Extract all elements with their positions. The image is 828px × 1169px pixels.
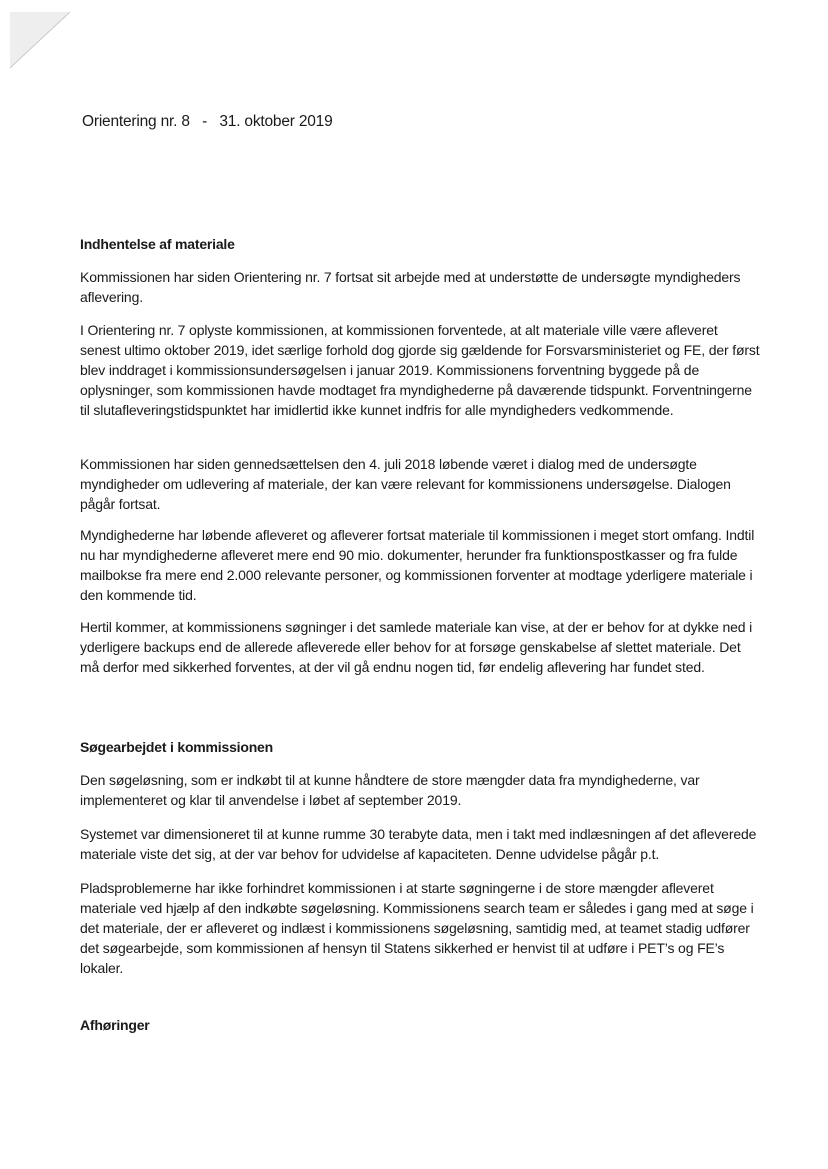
paragraph: I Orientering nr. 7 oplyste kommissionen, at kommissionen forventede, at alt materiale ville være afleveret senest ultimo oktober 2019, idet særlige forhold dog gjorde sig gældende for Forsvarsministeriet og FE, der først blev inddraget i kommissionsundersøgelsen i januar 2019. Kommissionens forventning byggede på de oplysninger, som kommissionen havde modtaget fra myndighederne på daværende tidspunkt. Forventningerne til slutafleveringstidspunktet har imidlertid ikke kunnet indfris for alle myndigheders vedkommende. xyxy=(80,322,760,418)
section-heading-afhoeringer: Afhøringer xyxy=(80,1017,150,1033)
header-separator: - xyxy=(202,113,208,130)
paragraph: Hertil kommer, at kommissionens søgninger i det samlede materiale kan vise, at der er behov for at dykke ned i yderligere backups end de allerede afleverede eller behov for at forsøge genskabelse af slettet materiale. Det må derfor med sikkerhed forventes, at der vil gå endnu nogen tid, før endelig aflevering har fundet sted. xyxy=(80,619,753,675)
paragraph: Kommissionen har siden gennedsættelsen den 4. juli 2018 løbende været i dialog med de undersøgte myndigheder om udlevering af materiale, der kan være relevant for kommissionens undersøgelse. Dialogen pågår fortsat. xyxy=(80,456,731,512)
document-date: 31. oktober 2019 xyxy=(219,113,333,130)
page-fold-corner xyxy=(10,12,70,68)
document-header xyxy=(82,113,333,131)
paragraph: Pladsproblemerne har ikke forhindret kommissionen i at starte søgningerne i de store mængder afleveret materiale ved hjælp af den indkøbte søgeløsning. Kommissionens search team er således i gang med at søge i det materiale, der er afleveret og indlæst i kommissionens søgeløsning, samtidig med, at teamet stadig udfører det søgearbejde, som kommissionen af hensyn til Statens sikkerhed er henvist til at udføre i PET’s og FE’s lokaler. xyxy=(80,880,754,976)
section-heading-soegearbejdet: Søgearbejdet i kommissionen xyxy=(80,739,273,755)
paragraph: Myndighederne har løbende afleveret og afleverer fortsat materiale til kommissionen i meget stort omfang. Indtil nu har myndighederne afleveret mere end 90 mio. dokumenter, herunder fra funktionspostkasser og fra fulde mailbokse fra mere end 2.000 relevante personer, og kommissionen forventer at modtage yderligere materiale i den kommende tid. xyxy=(80,527,755,603)
paragraph: Kommissionen har siden Orientering nr. 7 fortsat sit arbejde med at understøtte de undersøgte myndigheders aflevering. xyxy=(80,269,741,305)
section-heading-indhentelse: Indhentelse af materiale xyxy=(80,236,235,252)
paragraph: Systemet var dimensioneret til at kunne rumme 30 terabyte data, men i takt med indlæsningen af det afleverede materiale viste det sig, at der var behov for udvidelse af kapaciteten. Denne udvidelse pågår p.t. xyxy=(80,826,757,862)
document-title: Orientering nr. 8 xyxy=(82,113,190,130)
paragraph: Den søgeløsning, som er indkøbt til at kunne håndtere de store mængder data fra myndighederne, var implementeret og klar til anvendelse i løbet af september 2019. xyxy=(80,772,700,808)
